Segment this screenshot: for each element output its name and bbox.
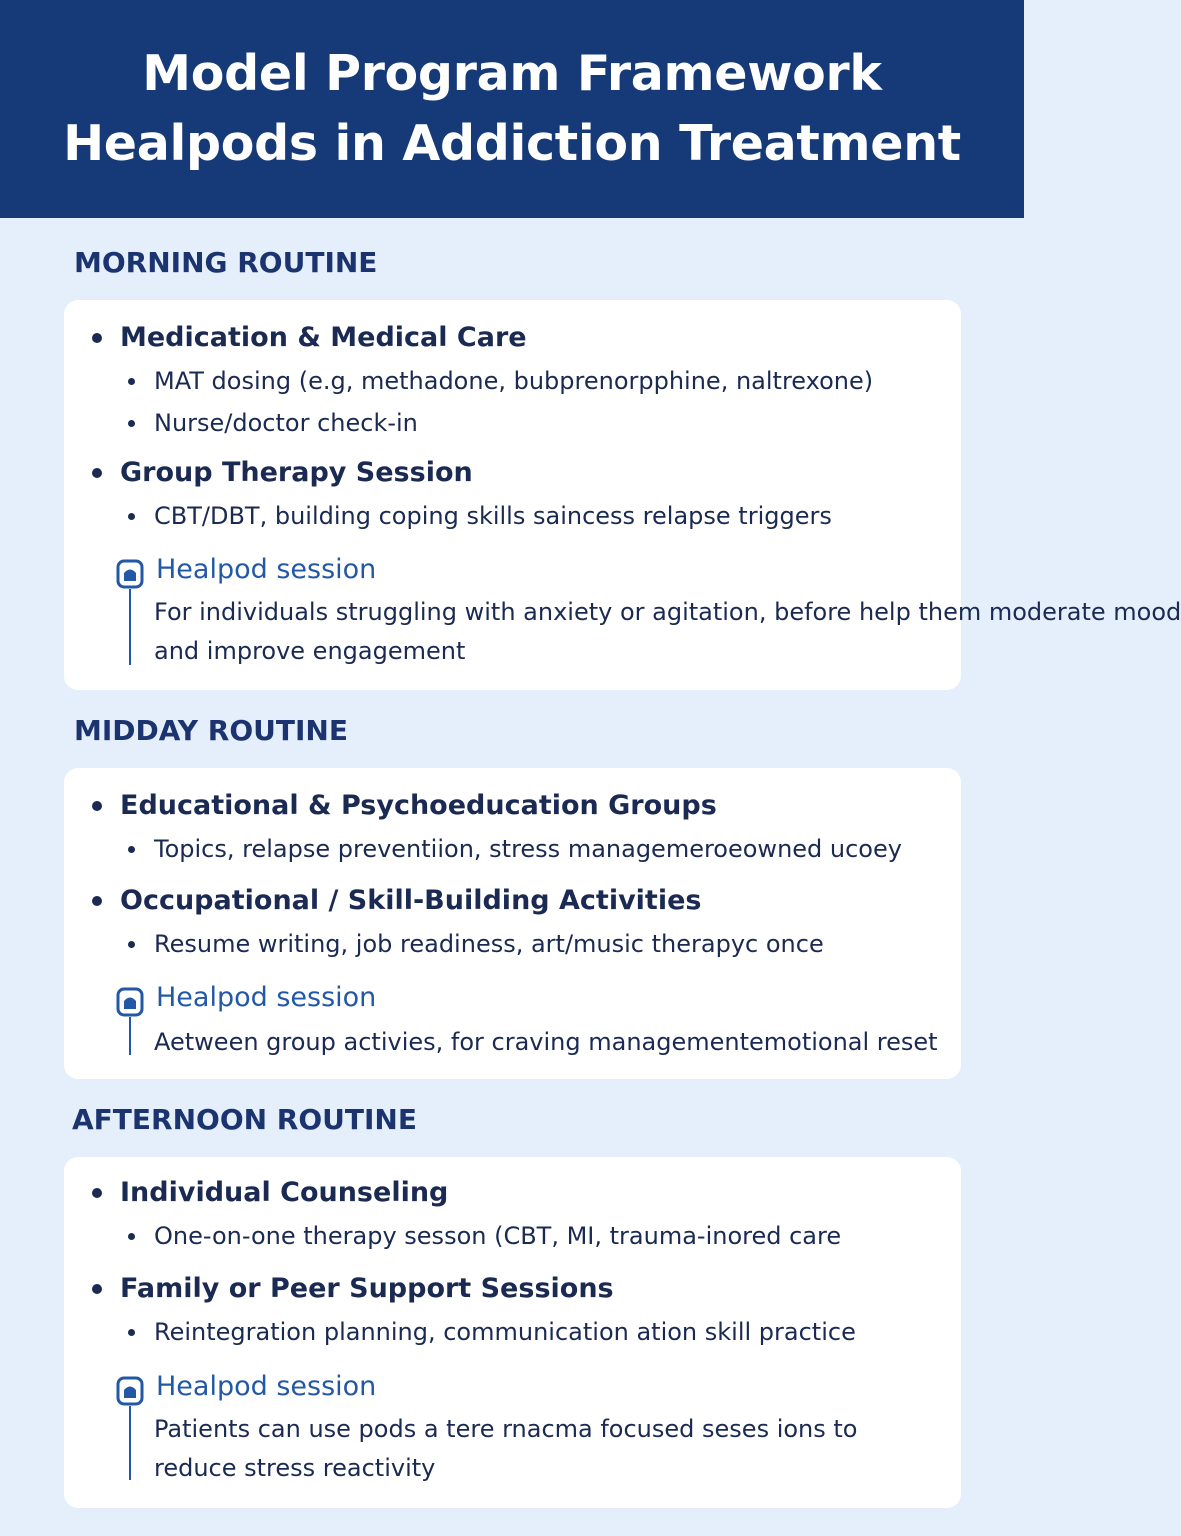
- healpod-session-text: and improve engagement: [154, 637, 466, 665]
- healpod-session-title: Healpod session: [156, 554, 377, 585]
- item-title: Individual Counseling: [120, 1177, 449, 1208]
- afternoon-card: [64, 1157, 961, 1508]
- sub-item: CBT/DBT, building coping skills saincess relapse triggers: [154, 502, 832, 530]
- section-title-afternoon: AFTERNOON ROUTINE: [72, 1103, 417, 1136]
- healpod-session-text: Patients can use pods a tere rnacma focused seses ions to: [154, 1415, 858, 1443]
- page-title-line-1: Model Program Framework: [142, 45, 882, 102]
- healpod-session-title: Healpod session: [156, 982, 377, 1013]
- healpod-connector-line: [129, 589, 131, 665]
- section-title-midday: MIDDAY ROUTINE: [74, 714, 348, 747]
- item-title: Group Therapy Session: [120, 457, 473, 488]
- healpod-pod-icon: [116, 1376, 144, 1406]
- page-title-line-2: Healpods in Addiction Treatment: [63, 115, 961, 172]
- item-title: Occupational / Skill-Building Activities: [120, 885, 702, 916]
- page-header: [0, 0, 1024, 218]
- morning-card: [64, 300, 1181, 690]
- sub-item: MAT dosing (e.g, methadone, bubprenorpphine, naltrexone): [154, 367, 874, 395]
- sub-item: Topics, relapse preventiion, stress managemeroeowned ucoey: [154, 835, 902, 863]
- item-title: Medication & Medical Care: [120, 322, 527, 353]
- healpod-session-text: reduce stress reactivity: [154, 1454, 436, 1482]
- sub-item: Resume writing, job readiness, art/music therapyc once: [154, 930, 824, 958]
- item-title: Family or Peer Support Sessions: [120, 1273, 614, 1304]
- sub-item: Reintegration planning, communication ation skill practice: [154, 1318, 856, 1346]
- healpod-connector-line: [129, 1017, 131, 1055]
- healpod-session-title: Healpod session: [156, 1371, 377, 1402]
- section-title-morning: MORNING ROUTINE: [74, 246, 378, 279]
- healpod-pod-icon: [116, 559, 144, 589]
- sub-item: Nurse/doctor check-in: [154, 409, 418, 437]
- midday-card: [64, 768, 961, 1079]
- healpod-connector-line: [129, 1406, 131, 1480]
- healpod-session-text: Aetween group activies, for craving managementemotional reset: [154, 1028, 938, 1056]
- healpod-pod-icon: [116, 987, 144, 1017]
- sub-item: One-on-one therapy sesson (CBT, MI, trauma-inored care: [154, 1222, 842, 1250]
- item-title: Educational & Psychoeducation Groups: [120, 790, 717, 821]
- healpod-session-text: For individuals struggling with anxiety or agitation, before help them moderate mood: [154, 598, 1181, 626]
